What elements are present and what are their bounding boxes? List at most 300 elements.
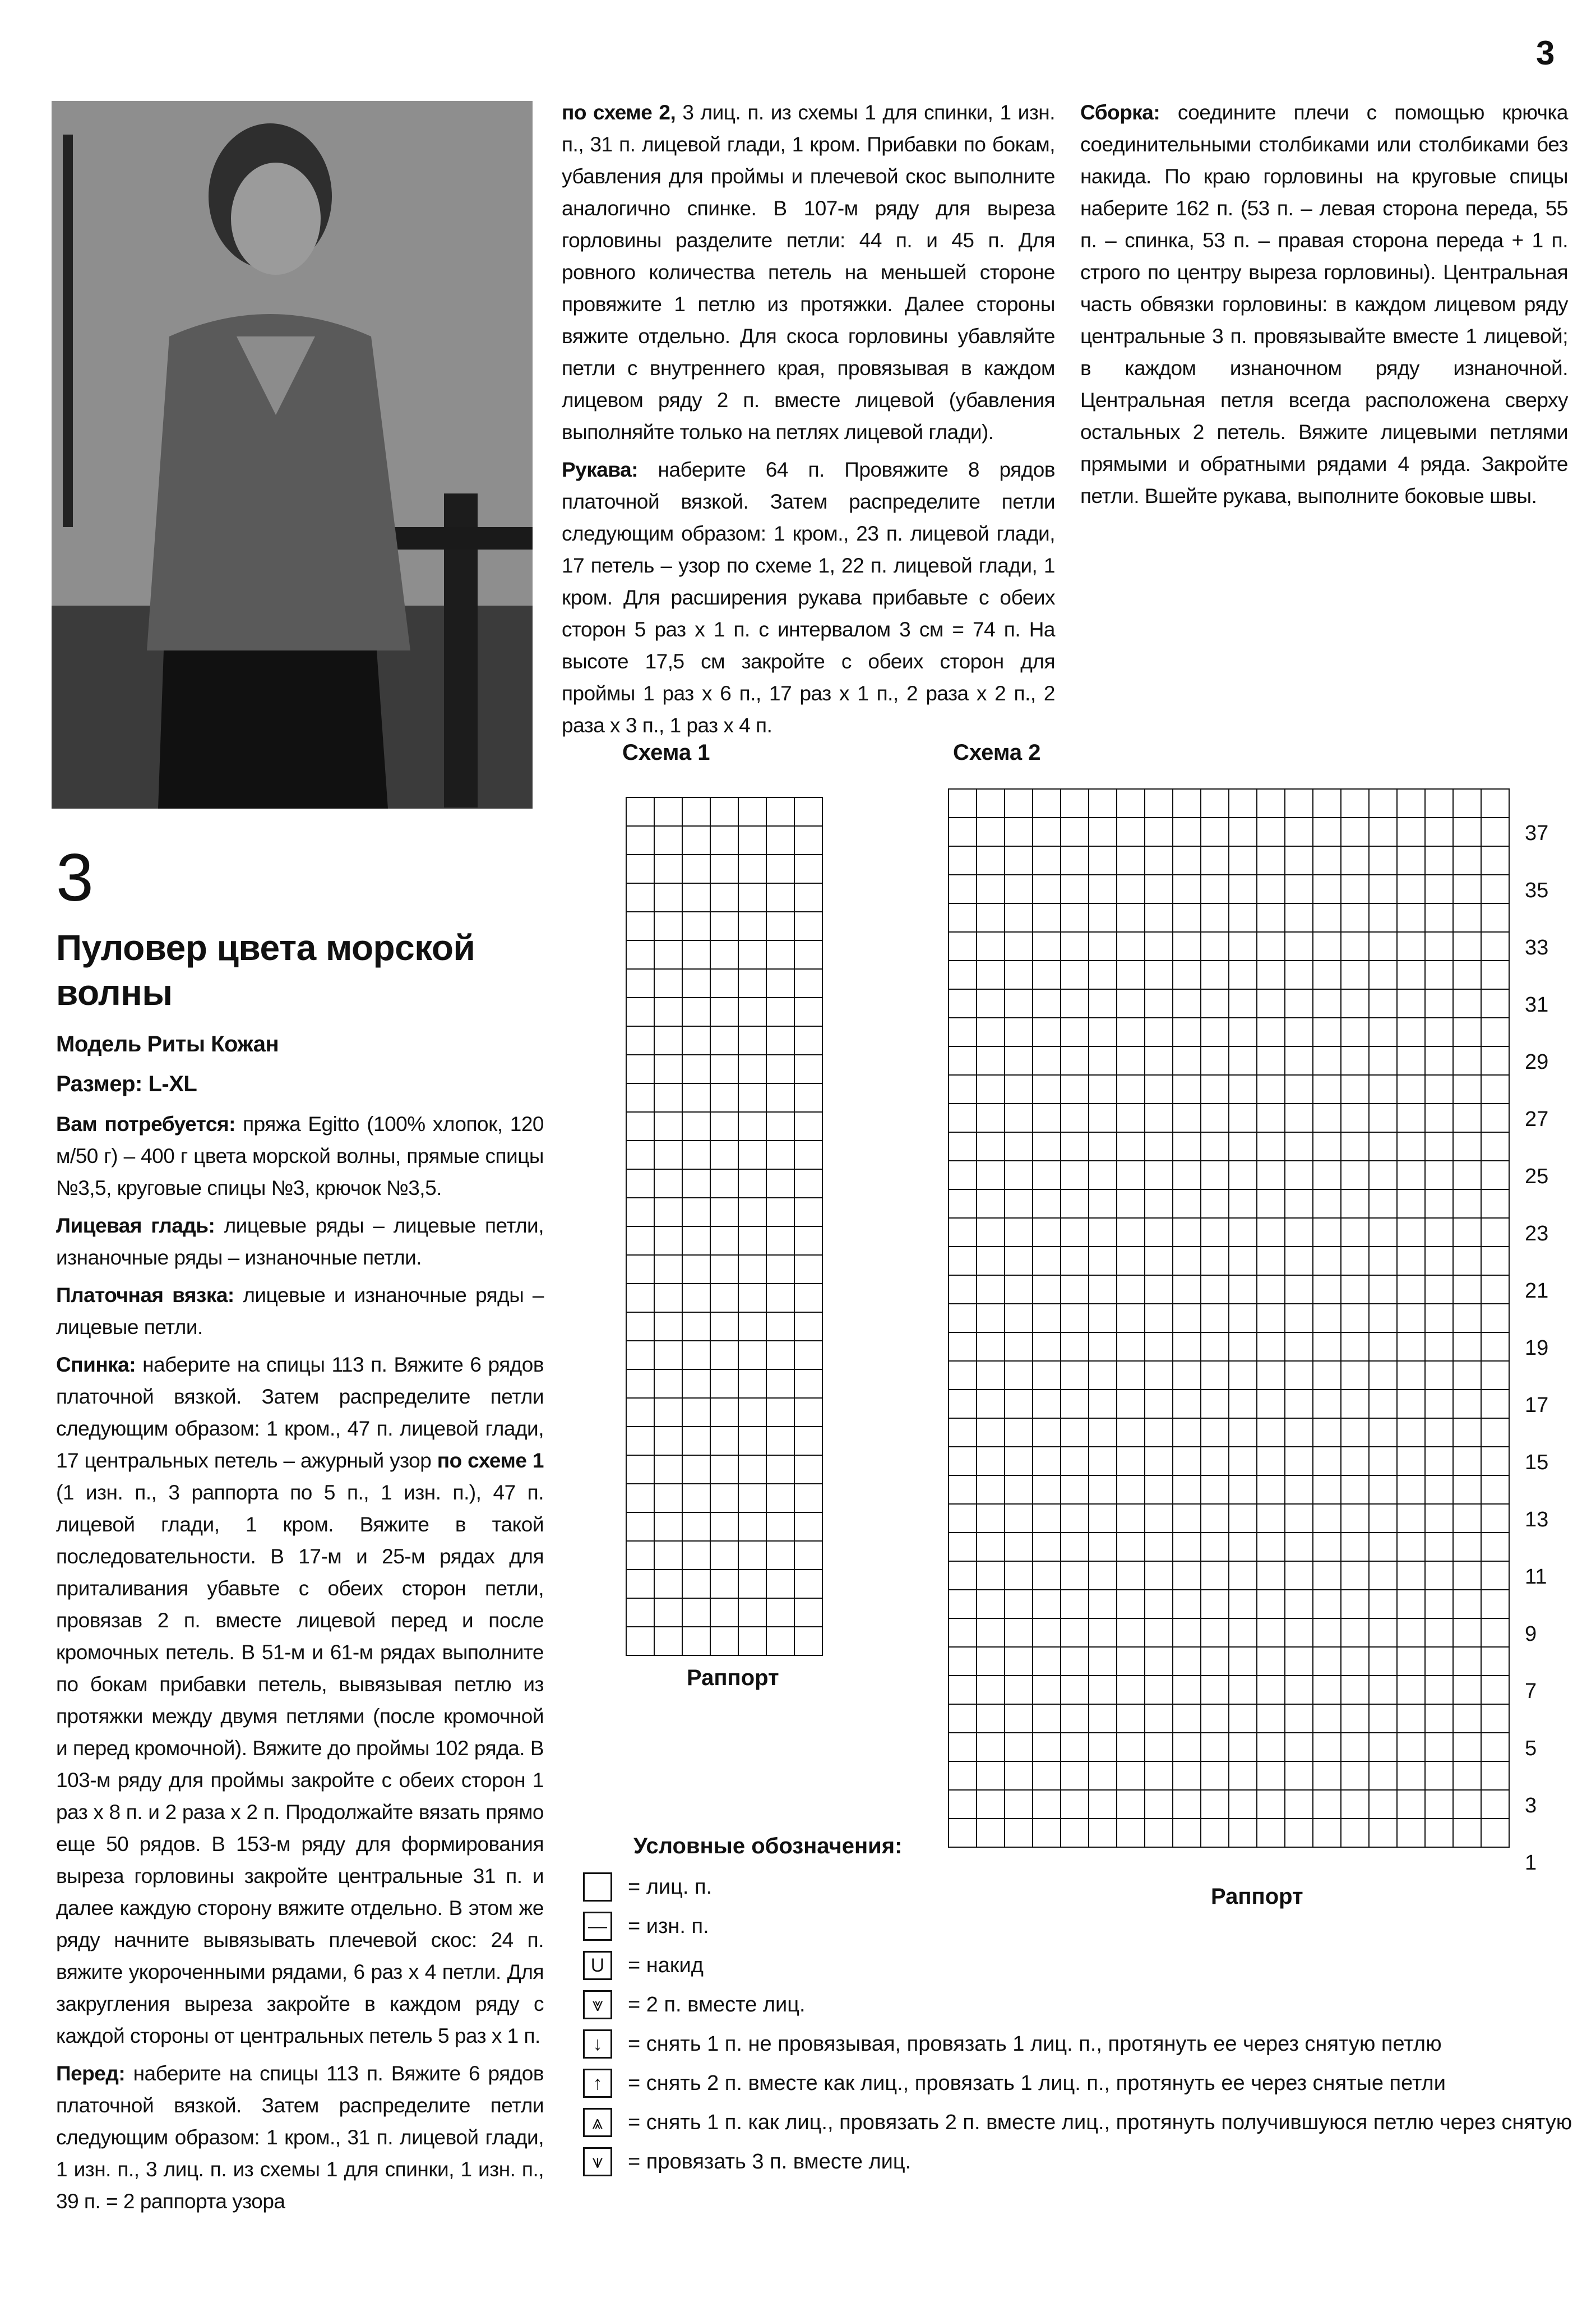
- chart-cell: [1397, 1561, 1425, 1590]
- chart-cell: [1005, 1647, 1033, 1676]
- chart-cell: [977, 846, 1005, 875]
- chart-cell: [1257, 1332, 1285, 1361]
- chart-cell: [1257, 1533, 1285, 1561]
- chart-cell: [1061, 1046, 1089, 1075]
- chart-cell: [1089, 1733, 1117, 1761]
- chart-cell: [1229, 1304, 1257, 1332]
- chart2-row-label: 17: [1525, 1393, 1549, 1417]
- chart-cell: [1481, 1733, 1509, 1761]
- chart-cell: [1425, 903, 1453, 932]
- chart-cell: [626, 998, 654, 1026]
- chart-cell: [977, 1218, 1005, 1247]
- chart-cell: [1033, 1647, 1061, 1676]
- chart-cell: [1481, 1247, 1509, 1275]
- chart-cell: [1313, 875, 1341, 903]
- back-text-2: (1 изн. п., 3 раппорта по 5 п., 1 изн. п.), 47 п. лицевой глади, 1 кром. Вяжите в такой последовательности. В 17-м и 25-м рядах для приталивания убавьте с обеих сторон петли, провязав 2 п. вместе лицевой перед и после кромочных петель. В 51-м и 61-м рядах выполните по бокам прибавки петель, вывязывая петлю из протяжки между двумя петлями (после кромочной и перед кромочной). Вяжите до проймы 102 ряда. В 103-м ряду для проймы закройте с обеих сторон 1 раз х 8 п. и 2 раза х 2 п. Продолжайте вязать прямо еще 50 рядов. В 153-м ряду для формирования выреза горловины закройте центральные 31 п. и далее каждую сторону вяжите отдельно. В этом же ряду начните вывязывать плечевой скос: 24 п. вяжите укороченными рядами, 6 раз х 4 петли. Для закругления выреза закройте в каждом ряду с каждой стороны от центральных петель 5 раз х 1 п.: [56, 1481, 544, 2047]
- chart-cell: [1201, 789, 1229, 818]
- chart-cell: [710, 1112, 738, 1141]
- chart-cell: [1481, 932, 1509, 961]
- legend-item: [583, 2108, 1581, 2137]
- chart-cell: [1117, 961, 1145, 989]
- chart-cell: [1089, 1761, 1117, 1790]
- chart-cell: [1173, 989, 1201, 1018]
- chart-cell: [949, 903, 977, 932]
- chart-cell: [1033, 1361, 1061, 1390]
- chart-cell: [949, 1161, 977, 1189]
- legend-text: = лиц. п.: [628, 1875, 713, 1899]
- chart-cell: [682, 1484, 710, 1512]
- chart-cell: [1481, 1218, 1509, 1247]
- chart-cell: [626, 1255, 654, 1284]
- chart-cell: [710, 797, 738, 826]
- chart-cell: [1369, 1304, 1397, 1332]
- chart-cell: [1285, 903, 1313, 932]
- chart-cell: [1453, 1018, 1481, 1046]
- chart-cell: [1117, 1533, 1145, 1561]
- chart-cell: [1425, 1561, 1453, 1590]
- chart-cell: [710, 1598, 738, 1627]
- chart-cell: [1313, 1304, 1341, 1332]
- article-number: 3: [56, 840, 94, 915]
- chart-cell: [1369, 1104, 1397, 1132]
- chart-cell: [1229, 1647, 1257, 1676]
- front-text-1: наберите на спицы 113 п. Вяжите 6 рядов платочной вязкой. Затем распределите петли следующим образом: 1 кром., 31 п. лицевой глади, 1 изн. п., 3 лиц. п. из схемы 1 для спинки, 1 изн. п., 39 п. = 2 раппорта узора: [56, 2062, 544, 2213]
- chart-cell: [1257, 1189, 1285, 1218]
- chart-cell: [738, 1512, 766, 1541]
- chart-cell: [1397, 1361, 1425, 1390]
- chart-cell: [1033, 1075, 1061, 1104]
- chart-cell: [1005, 1761, 1033, 1790]
- chart-cell: [1117, 1189, 1145, 1218]
- chart-cell: [710, 1226, 738, 1255]
- chart-cell: [949, 1761, 977, 1790]
- chart-cell: [1005, 1418, 1033, 1447]
- chart-cell: [1313, 1733, 1341, 1761]
- chart-cell: [654, 1627, 682, 1655]
- chart-cell: [1481, 1475, 1509, 1504]
- chart-cell: [1005, 1161, 1033, 1189]
- legend-symbol-icon: [583, 1872, 612, 1902]
- chart-cell: [1145, 989, 1173, 1018]
- chart-cell: [1089, 1647, 1117, 1676]
- chart-cell: [949, 1361, 977, 1390]
- chart-cell: [1005, 1247, 1033, 1275]
- chart-cell: [1089, 1161, 1117, 1189]
- chart-cell: [1089, 1475, 1117, 1504]
- chart-cell: [1005, 1104, 1033, 1132]
- chart-cell: [1313, 1275, 1341, 1304]
- chart-cell: [766, 855, 794, 883]
- chart-cell: [1425, 1132, 1453, 1161]
- chart-cell: [1089, 1590, 1117, 1618]
- chart-cell: [1369, 1390, 1397, 1418]
- chart-cell: [1173, 846, 1201, 875]
- chart-cell: [1481, 1590, 1509, 1618]
- chart-cell: [1313, 1075, 1341, 1104]
- chart-cell: [626, 1112, 654, 1141]
- chart-cell: [682, 1026, 710, 1055]
- chart-cell: [949, 1390, 977, 1418]
- chart-cell: [1005, 846, 1033, 875]
- chart-cell: [1033, 1104, 1061, 1132]
- chart-cell: [626, 1083, 654, 1112]
- chart-cell: [1313, 961, 1341, 989]
- chart-cell: [1481, 989, 1509, 1018]
- chart-cell: [1145, 789, 1173, 818]
- chart-cell: [1033, 1132, 1061, 1161]
- chart-cell: [1089, 875, 1117, 903]
- chart-cell: [1453, 1418, 1481, 1447]
- chart-cell: [949, 1075, 977, 1104]
- chart-cell: [766, 1369, 794, 1398]
- chart-cell: [1033, 1790, 1061, 1819]
- chart-cell: [738, 1226, 766, 1255]
- chart-cell: [626, 912, 654, 940]
- chart-cell: [1481, 1018, 1509, 1046]
- chart-cell: [1117, 1247, 1145, 1275]
- chart-cell: [1481, 1418, 1509, 1447]
- chart-cell: [626, 1427, 654, 1455]
- chart-cell: [949, 1618, 977, 1647]
- chart-cell: [1453, 1533, 1481, 1561]
- chart-cell: [1341, 1361, 1369, 1390]
- chart-cell: [1229, 1161, 1257, 1189]
- chart-cell: [1285, 1533, 1313, 1561]
- chart-cell: [1117, 1647, 1145, 1676]
- chart-cell: [710, 1341, 738, 1369]
- chart-cell: [1285, 1590, 1313, 1618]
- chart-cell: [710, 1484, 738, 1512]
- chart-cell: [1229, 961, 1257, 989]
- chart-cell: [682, 1541, 710, 1570]
- chart-cell: [654, 940, 682, 969]
- chart-cell: [682, 1083, 710, 1112]
- chart-cell: [766, 1169, 794, 1198]
- chart-cell: [1453, 961, 1481, 989]
- chart-cell: [1453, 1218, 1481, 1247]
- chart-cell: [1313, 1189, 1341, 1218]
- chart-cell: [1033, 1189, 1061, 1218]
- chart-cell: [1229, 1046, 1257, 1075]
- chart-cell: [654, 883, 682, 912]
- chart-cell: [1089, 789, 1117, 818]
- chart-cell: [654, 1570, 682, 1598]
- chart-cell: [1257, 1676, 1285, 1704]
- chart-cell: [1397, 1247, 1425, 1275]
- chart-cell: [710, 826, 738, 855]
- chart-cell: [1201, 875, 1229, 903]
- chart-cell: [977, 1247, 1005, 1275]
- chart-cell: [1033, 932, 1061, 961]
- chart-cell: [949, 1733, 977, 1761]
- chart-cell: [1173, 1304, 1201, 1332]
- chart-cell: [766, 1055, 794, 1083]
- chart-cell: [794, 1284, 822, 1312]
- chart-cell: [738, 1427, 766, 1455]
- chart-cell: [1341, 1475, 1369, 1504]
- chart-cell: [1481, 1561, 1509, 1590]
- chart-cell: [626, 1341, 654, 1369]
- chart-cell: [1117, 1104, 1145, 1132]
- chart-cell: [1425, 1332, 1453, 1361]
- chart-cell: [977, 903, 1005, 932]
- chart-cell: [977, 1647, 1005, 1676]
- chart-cell: [977, 1046, 1005, 1075]
- chart-cell: [654, 1083, 682, 1112]
- chart-cell: [1453, 1475, 1481, 1504]
- chart-cell: [626, 797, 654, 826]
- chart-cell: [1257, 1390, 1285, 1418]
- chart-cell: [977, 1475, 1005, 1504]
- chart-cell: [1285, 1733, 1313, 1761]
- back-scheme: по схеме 1: [437, 1449, 544, 1472]
- chart-cell: [1397, 1447, 1425, 1475]
- chart-cell: [738, 1570, 766, 1598]
- chart-cell: [949, 1218, 977, 1247]
- chart-cell: [1313, 789, 1341, 818]
- chart-cell: [1201, 818, 1229, 846]
- chart-cell: [1397, 1189, 1425, 1218]
- chart-cell: [977, 1018, 1005, 1046]
- chart-cell: [977, 1533, 1005, 1561]
- chart-cell: [1369, 1475, 1397, 1504]
- chart-cell: [1285, 1704, 1313, 1733]
- chart-cell: [1257, 1733, 1285, 1761]
- chart-cell: [1201, 1590, 1229, 1618]
- chart-cell: [738, 1083, 766, 1112]
- chart-cell: [794, 1226, 822, 1255]
- chart-cell: [1145, 1247, 1173, 1275]
- chart-cell: [1313, 1647, 1341, 1676]
- chart-cell: [1397, 1390, 1425, 1418]
- chart-cell: [1425, 1533, 1453, 1561]
- chart-cell: [1481, 1790, 1509, 1819]
- chart-cell: [1313, 1504, 1341, 1533]
- chart-cell: [1089, 961, 1117, 989]
- chart-cell: [1285, 1075, 1313, 1104]
- back-paragraph: [56, 1349, 544, 2052]
- chart-cell: [1117, 1475, 1145, 1504]
- front-label: Перед:: [56, 2062, 126, 2085]
- chart-cell: [1229, 1104, 1257, 1132]
- chart-cell: [626, 1627, 654, 1655]
- chart-cell: [1229, 1132, 1257, 1161]
- chart-cell: [1397, 1590, 1425, 1618]
- chart-cell: [766, 1198, 794, 1226]
- chart-cell: [710, 1255, 738, 1284]
- chart-cell: [1285, 1161, 1313, 1189]
- chart-cell: [794, 912, 822, 940]
- chart-cell: [710, 883, 738, 912]
- chart-cell: [626, 1541, 654, 1570]
- chart-cell: [766, 797, 794, 826]
- chart-cell: [1397, 789, 1425, 818]
- chart-cell: [1061, 1390, 1089, 1418]
- chart-cell: [1481, 875, 1509, 903]
- chart-cell: [766, 1226, 794, 1255]
- chart-cell: [1285, 961, 1313, 989]
- chart-cell: [1285, 875, 1313, 903]
- chart-cell: [1481, 1046, 1509, 1075]
- chart-cell: [1369, 1332, 1397, 1361]
- chart-cell: [1481, 1361, 1509, 1390]
- legend-symbol-icon: ⩛: [583, 2147, 612, 2176]
- garter-label: Платочная вязка:: [56, 1284, 234, 1307]
- chart-cell: [1229, 1533, 1257, 1561]
- chart-cell: [1145, 1132, 1173, 1161]
- chart-cell: [1005, 1676, 1033, 1704]
- chart-cell: [1089, 1704, 1117, 1733]
- chart-cell: [1089, 1075, 1117, 1104]
- woman-photo-illustration: [52, 101, 533, 809]
- chart-cell: [1173, 1218, 1201, 1247]
- chart-cell: [794, 1255, 822, 1284]
- chart-cell: [1061, 1504, 1089, 1533]
- chart-cell: [1341, 1790, 1369, 1819]
- chart-cell: [1369, 1590, 1397, 1618]
- chart-cell: [1005, 1447, 1033, 1475]
- chart-cell: [682, 1141, 710, 1169]
- chart-cell: [1257, 1504, 1285, 1533]
- size-label: Размер: L-XL: [56, 1072, 197, 1096]
- chart2-row-label: 7: [1525, 1679, 1537, 1703]
- column-middle: [562, 96, 1055, 747]
- legend-symbol-icon: —: [583, 1912, 612, 1941]
- materials-text: пряжа Egitto (100% хлопок, 120 м/50 г) – 400 г цвета морской волны, прямые спицы №3,5, круговые спицы №3, крючок №3,5.: [56, 1113, 544, 1199]
- chart-cell: [977, 1790, 1005, 1819]
- chart-cell: [1285, 989, 1313, 1018]
- chart-cell: [654, 912, 682, 940]
- chart-cell: [1033, 989, 1061, 1018]
- chart-cell: [1313, 1761, 1341, 1790]
- legend-symbol-icon: ⩔: [583, 1990, 612, 2019]
- chart-cell: [682, 1284, 710, 1312]
- chart-cell: [1033, 1161, 1061, 1189]
- chart-cell: [1425, 846, 1453, 875]
- chart-cell: [1425, 1218, 1453, 1247]
- chart-cell: [794, 855, 822, 883]
- chart-cell: [1453, 1132, 1481, 1161]
- chart-cell: [766, 1484, 794, 1512]
- chart-cell: [1117, 1418, 1145, 1447]
- chart-cell: [1481, 1447, 1509, 1475]
- chart-cell: [766, 826, 794, 855]
- chart-cell: [1341, 961, 1369, 989]
- chart-cell: [1285, 1247, 1313, 1275]
- chart-cell: [1285, 1361, 1313, 1390]
- chart2-row-label: 11: [1525, 1565, 1547, 1589]
- chart-cell: [682, 855, 710, 883]
- chart-cell: [1061, 875, 1089, 903]
- chart-cell: [949, 818, 977, 846]
- chart-cell: [1481, 1161, 1509, 1189]
- chart-cell: [977, 1104, 1005, 1132]
- chart-cell: [1369, 1046, 1397, 1075]
- chart-cell: [1145, 846, 1173, 875]
- chart-cell: [1061, 989, 1089, 1018]
- legend-text: = накид: [628, 1954, 704, 1977]
- chart-cell: [682, 1255, 710, 1284]
- chart-cell: [1481, 961, 1509, 989]
- chart-cell: [1369, 1189, 1397, 1218]
- chart-cell: [1173, 961, 1201, 989]
- chart-cell: [1425, 1733, 1453, 1761]
- chart-cell: [1145, 1104, 1173, 1132]
- chart-cell: [1397, 1647, 1425, 1676]
- chart-cell: [682, 1112, 710, 1141]
- chart-cell: [1229, 1361, 1257, 1390]
- chart-cell: [794, 1141, 822, 1169]
- chart-cell: [1033, 1390, 1061, 1418]
- chart-cell: [1341, 1561, 1369, 1590]
- chart-cell: [1201, 1676, 1229, 1704]
- chart-cell: [1005, 989, 1033, 1018]
- chart-cell: [1369, 1676, 1397, 1704]
- chart-cell: [1117, 1218, 1145, 1247]
- chart-cell: [1061, 1733, 1089, 1761]
- chart-cell: [710, 1141, 738, 1169]
- chart-cell: [1173, 1790, 1201, 1819]
- chart-cell: [1481, 1304, 1509, 1332]
- chart-cell: [949, 1590, 977, 1618]
- chart-cell: [1061, 1332, 1089, 1361]
- chart-cell: [1313, 1418, 1341, 1447]
- chart-cell: [1117, 1275, 1145, 1304]
- chart-cell: [766, 1083, 794, 1112]
- chart-cell: [977, 932, 1005, 961]
- chart-cell: [1453, 1590, 1481, 1618]
- chart-cell: [766, 883, 794, 912]
- chart-cell: [794, 998, 822, 1026]
- chart-cell: [1341, 1676, 1369, 1704]
- chart-cell: [1061, 1561, 1089, 1590]
- chart-cell: [1229, 1447, 1257, 1475]
- assembly-label: Сборка:: [1080, 101, 1160, 124]
- chart-cell: [1061, 846, 1089, 875]
- chart-cell: [1397, 1018, 1425, 1046]
- chart-cell: [682, 1398, 710, 1427]
- chart-cell: [1201, 1790, 1229, 1819]
- chart-cell: [1201, 1304, 1229, 1332]
- chart-cell: [1005, 818, 1033, 846]
- chart-cell: [1117, 1447, 1145, 1475]
- chart-cell: [1145, 1533, 1173, 1561]
- chart-cell: [626, 1512, 654, 1541]
- chart2-row-label: 33: [1525, 936, 1549, 959]
- chart-cell: [1425, 1104, 1453, 1132]
- chart-cell: [1341, 1275, 1369, 1304]
- chart-cell: [1201, 1733, 1229, 1761]
- chart-cell: [1117, 1704, 1145, 1733]
- chart-cell: [1145, 1046, 1173, 1075]
- chart-cell: [1089, 1561, 1117, 1590]
- chart-cell: [710, 1570, 738, 1598]
- chart-cell: [1453, 1561, 1481, 1590]
- chart-cell: [1341, 1618, 1369, 1647]
- chart-cell: [1033, 818, 1061, 846]
- chart-cell: [738, 1541, 766, 1570]
- chart-cell: [949, 961, 977, 989]
- chart-cell: [1397, 1790, 1425, 1819]
- chart1-rapport-label: Раппорт: [687, 1665, 779, 1690]
- legend-symbol-icon: ⩓: [583, 2108, 612, 2137]
- chart-cell: [1257, 789, 1285, 818]
- chart-cell: [1369, 1504, 1397, 1533]
- chart-cell: [1313, 1161, 1341, 1189]
- chart-cell: [1201, 1561, 1229, 1590]
- chart-cell: [977, 1132, 1005, 1161]
- chart-cell: [1313, 1332, 1341, 1361]
